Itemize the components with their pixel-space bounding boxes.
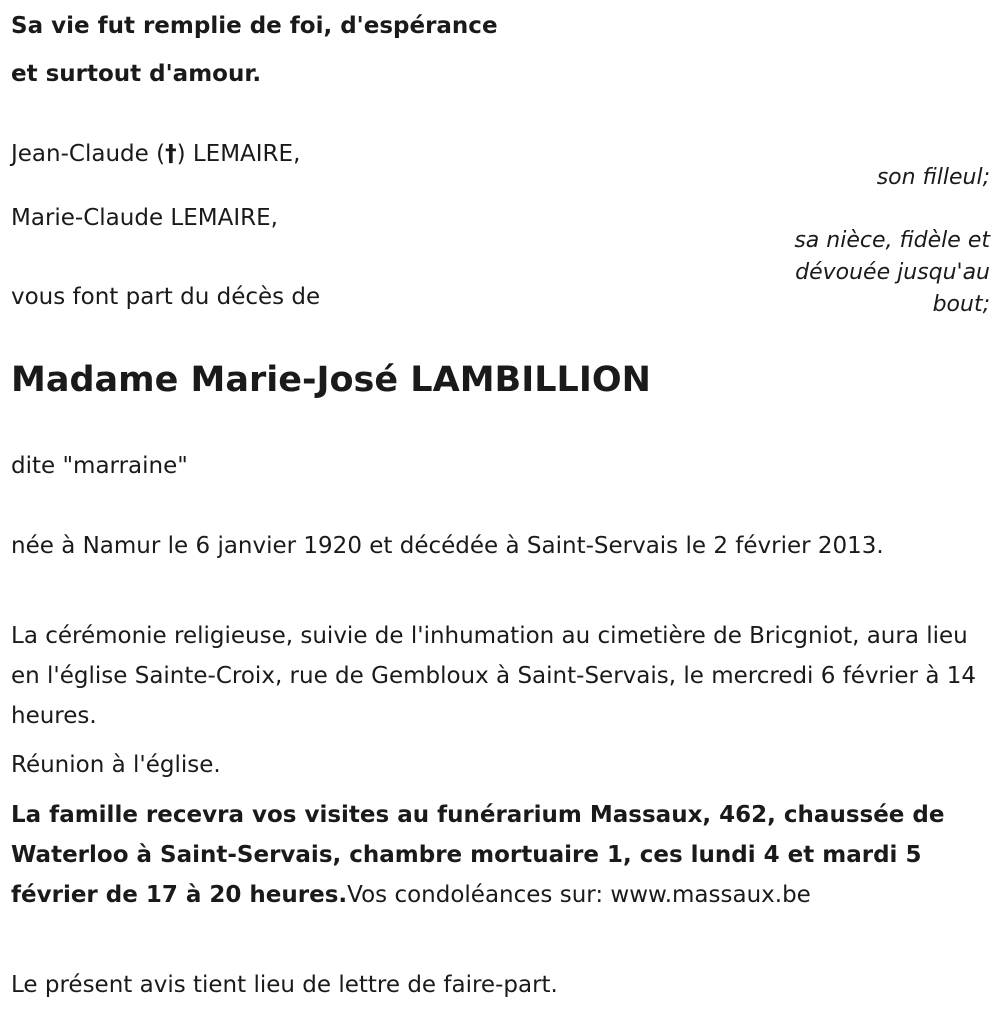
epigraph [11, 2, 498, 98]
deceased-name: Madame Marie-José LAMBILLION [11, 360, 651, 400]
meeting-text: Réunion à l'église. [11, 752, 221, 778]
visits-bold: La famille recevra vos visites au funérarium Massaux, 462, chaussée de Waterloo à Saint-Servais, chambre mortuaire 1, ces lundi 4 et mardi 5 février de 17 à 20 heures. [11, 802, 945, 908]
announcer-1: Jean-Claude (†) LEMAIRE, [11, 141, 301, 167]
condolences-text: Vos condoléances sur: www.massaux.be [347, 882, 811, 908]
ceremony-text: La cérémonie religieuse, suivie de l'inhumation au cimetière de Bricgniot, aura lieu en l'église Sainte-Croix, rue de Gembloux à Saint-Servais, le mercredi 6 février à 14 heures. [11, 623, 976, 729]
epigraph-line-2: et surtout d'amour. [11, 61, 262, 87]
announcer-2: Marie-Claude LEMAIRE, [11, 205, 278, 231]
announcer-1-relation: son filleul; [876, 165, 990, 190]
cross-icon: † [165, 141, 177, 167]
closing-text: Le présent avis tient lieu de lettre de faire-part. [11, 972, 558, 998]
epigraph-line-1: Sa vie fut remplie de foi, d'espérance [11, 13, 498, 39]
visits-text [11, 795, 993, 915]
announcer-2-relation: sa nièce, fidèle et dévouée jusqu'au bout; [794, 228, 990, 317]
birth-death-text: née à Namur le 6 janvier 1920 et décédée à Saint-Servais le 2 février 2013. [11, 533, 884, 559]
intro-text: vous font part du décès de [11, 284, 321, 310]
deceased-nickname: dite "marraine" [11, 453, 188, 479]
